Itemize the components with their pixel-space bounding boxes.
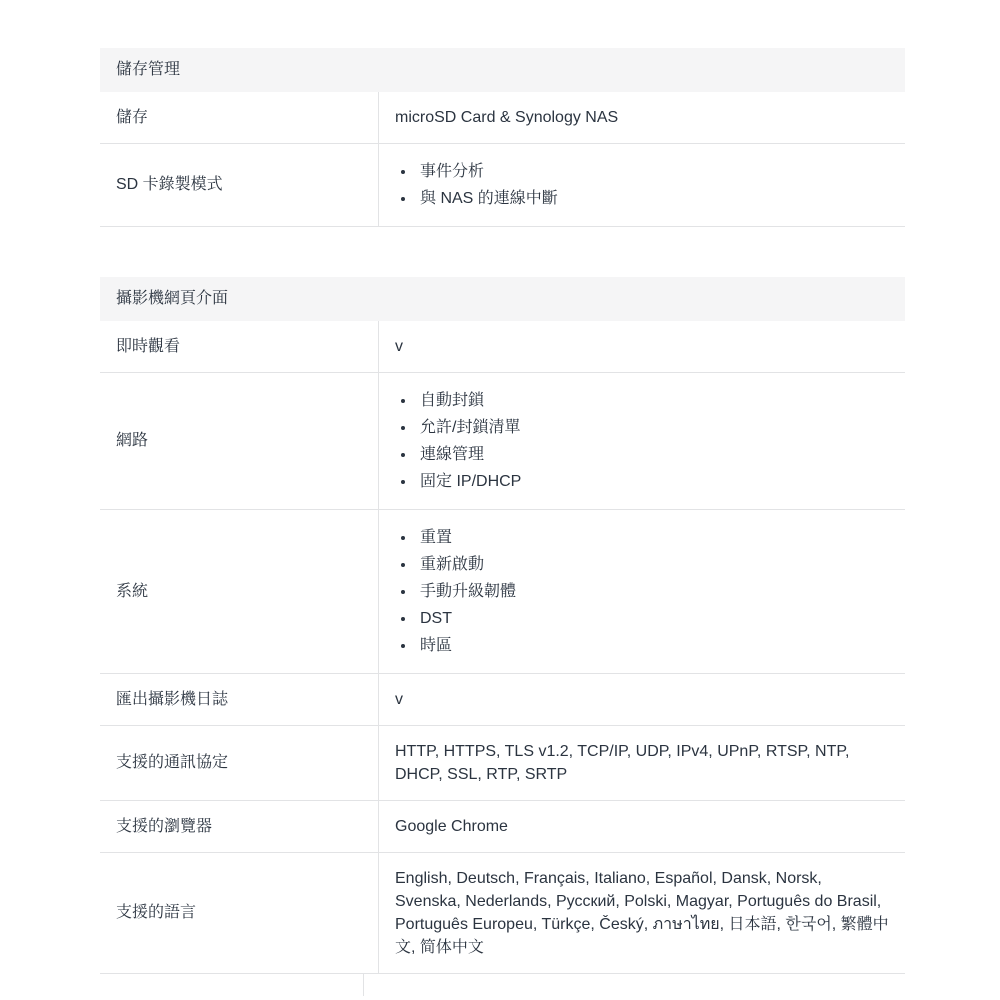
bullet-list — [395, 387, 521, 495]
bullet-item: • 時區 — [416, 632, 516, 659]
spec-value — [379, 510, 905, 673]
value-text: v — [395, 691, 403, 708]
spec-row — [100, 144, 905, 227]
bullet-item: • 手動升級韌體 — [416, 578, 516, 605]
spec-value — [379, 853, 905, 973]
spec-label: 網路 — [100, 373, 379, 509]
bullet-item: • 連線管理 — [416, 441, 521, 468]
bullet-item: • DST — [416, 605, 516, 632]
value-text: HTTP, HTTPS, TLS v1.2, TCP/IP, UDP, IPv4, UPnP, RTSP, NTP, DHCP, SSL, RTP, SRTP — [395, 743, 850, 783]
section-header: 攝影機網頁介面 — [100, 277, 905, 321]
spec-label: 匯出攝影機日誌 — [100, 674, 379, 725]
spec-value — [379, 321, 905, 372]
spec-value — [379, 674, 905, 725]
bullet-item: • 與 NAS 的連線中斷 — [416, 185, 558, 212]
spec-label: 儲存 — [100, 92, 379, 143]
value-text: English, Deutsch, Français, Italiano, Español, Dansk, Norsk, Svenska, Nederlands, Русский, Polski, Magyar, Português do Brasil, Português Europeu, Türkçe, Český, ภาษาไทย, 日本語, 한국어, 繁體中文, 简体中文 — [395, 870, 889, 956]
bullet-list — [395, 524, 516, 659]
value-text: v — [395, 338, 403, 355]
spec-row — [100, 674, 905, 726]
spec-section — [100, 48, 905, 227]
spec-label: 支援的通訊協定 — [100, 726, 379, 800]
spec-row — [100, 373, 905, 510]
spec-label: 支援的瀏覽器 — [100, 801, 379, 852]
bullet-list — [395, 158, 558, 212]
bullet-item: • 重新啟動 — [416, 551, 516, 578]
spec-value — [379, 801, 905, 852]
spec-row — [100, 726, 905, 801]
spec-tables — [100, 48, 905, 996]
value-text: Google Chrome — [395, 818, 508, 835]
spec-row — [100, 321, 905, 373]
spec-row — [100, 510, 905, 674]
bullet-item: • 允許/封鎖清單 — [416, 414, 521, 441]
spec-row — [100, 801, 905, 853]
section-header: 儲存管理 — [100, 48, 905, 92]
spec-row — [100, 853, 905, 974]
spec-value — [379, 144, 905, 226]
spec-value — [379, 373, 905, 509]
bullet-item: • 重置 — [416, 524, 516, 551]
spec-section — [100, 277, 905, 996]
column-divider-tail — [363, 974, 364, 996]
value-text: microSD Card & Synology NAS — [395, 109, 619, 126]
bullet-item: • 自動封鎖 — [416, 387, 521, 414]
spec-value — [379, 92, 905, 143]
bullet-item: • 固定 IP/DHCP — [416, 468, 521, 495]
spec-label: 系統 — [100, 510, 379, 673]
spec-label: SD 卡錄製模式 — [100, 144, 379, 226]
spec-label: 支援的語言 — [100, 853, 379, 973]
spec-value — [379, 726, 905, 800]
spec-row — [100, 92, 905, 144]
spec-label: 即時觀看 — [100, 321, 379, 372]
bullet-item: • 事件分析 — [416, 158, 558, 185]
